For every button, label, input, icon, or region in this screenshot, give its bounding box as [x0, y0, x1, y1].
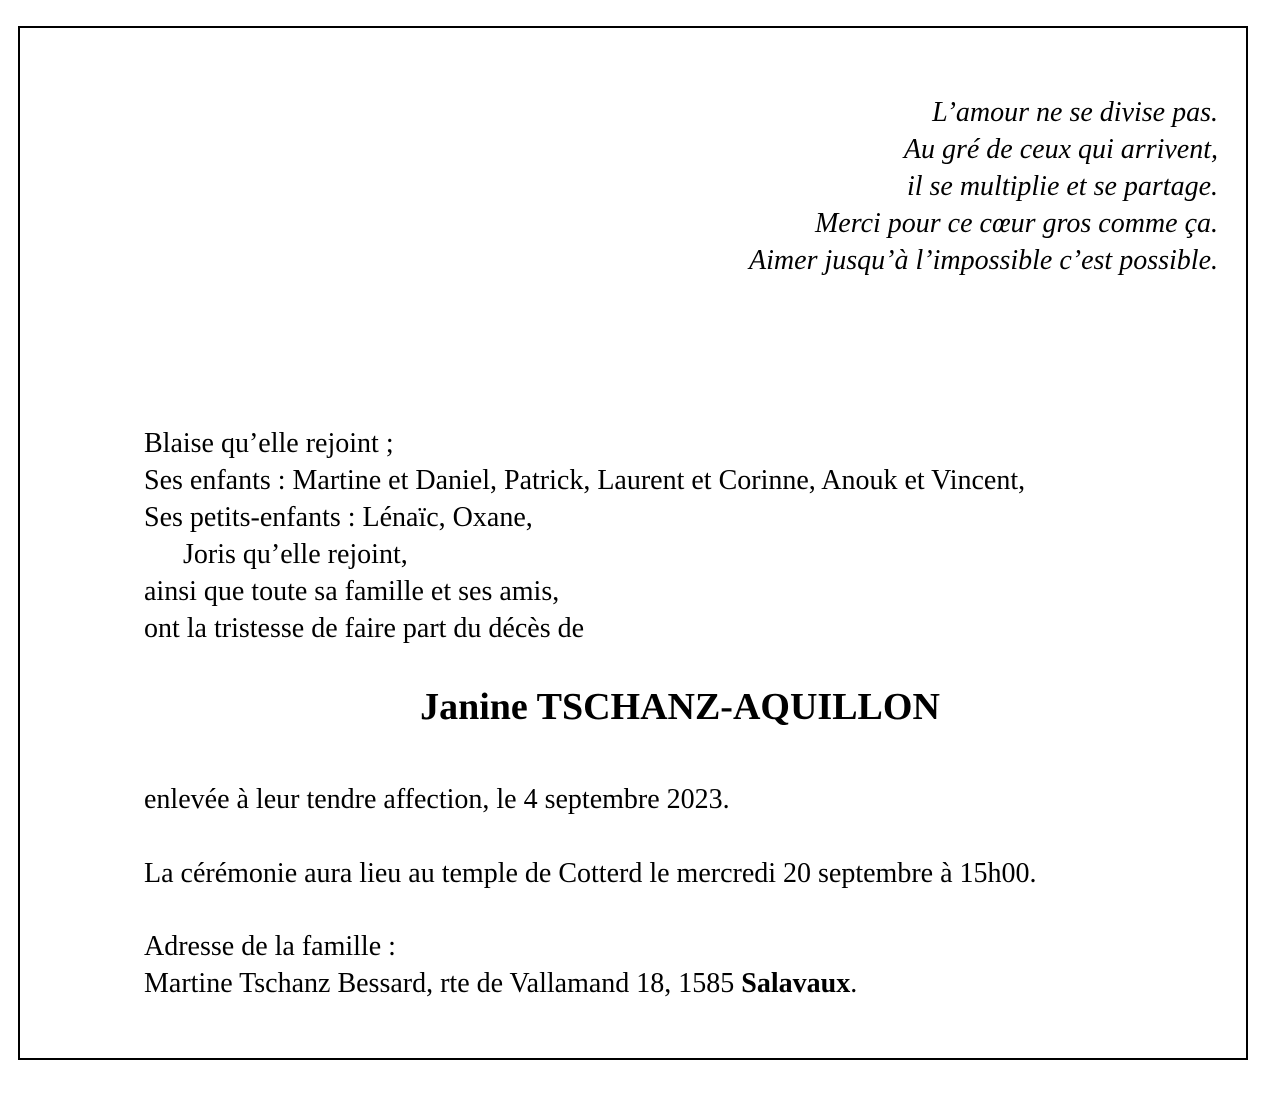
family-line: ainsi que toute sa famille et ses amis, — [144, 576, 560, 607]
address-end: . — [850, 968, 858, 999]
poem-line: Au gré de ceux qui arrivent, — [903, 134, 1218, 165]
address-street: Martine Tschanz Bessard, rte de Vallamand 18, 1585 — [144, 968, 742, 999]
family-line: Blaise qu’elle rejoint ; — [144, 428, 394, 459]
family-line: Joris qu’elle rejoint, — [183, 539, 408, 570]
family-announcement — [144, 425, 1025, 647]
poem — [749, 94, 1218, 279]
family-address — [144, 928, 857, 1002]
family-line: Ses petits-enfants : Lénaïc, Oxane, — [144, 502, 533, 533]
family-line: Ses enfants : Martine et Daniel, Patrick, Laurent et Corinne, Anouk et Vincent, — [144, 465, 1026, 496]
address-line — [144, 965, 857, 1002]
ceremony-line: La cérémonie aura lieu au temple de Cotterd le mercredi 20 septembre à 15h00. — [144, 858, 1037, 889]
poem-line: Merci pour ce cœur gros comme ça. — [814, 208, 1218, 239]
poem-line: L’amour ne se divise pas. — [932, 97, 1218, 128]
address-label: Adresse de la famille : — [144, 931, 396, 962]
date-of-death-line: enlevée à leur tendre affection, le 4 septembre 2023. — [144, 784, 730, 815]
family-line: ont la tristesse de faire part du décès de — [144, 613, 585, 644]
address-town: Salavaux — [741, 968, 851, 999]
poem-line: il se multiplie et se partage. — [906, 171, 1218, 202]
poem-line: Aimer jusqu’à l’impossible c’est possible. — [749, 245, 1218, 276]
deceased-name: Janine TSCHANZ-AQUILLON — [420, 686, 940, 728]
